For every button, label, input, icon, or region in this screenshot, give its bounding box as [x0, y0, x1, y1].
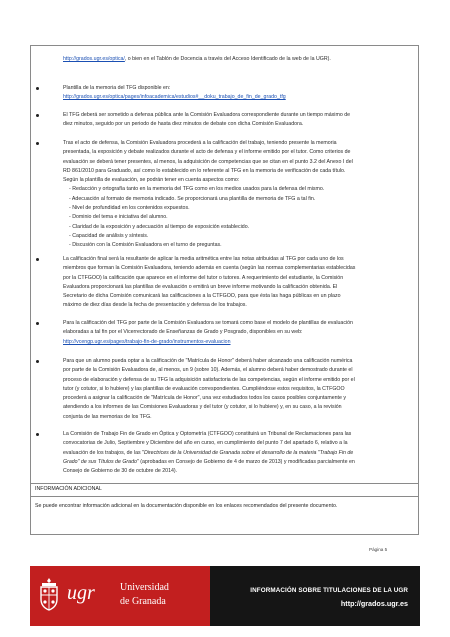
line-text: Consejo de Gobierno de 30 de octubre de 2014). — [63, 468, 178, 475]
line-text: , o bien en el Tablón de Docencia a través del Acceso Identificado de la web de la UGR). — [124, 56, 331, 62]
line-text: atendiendo a los informes de las Comisiones Evaluadoras y del tutor (y cotutor, si lo hubiere) y, en su caso, a la revisión — [63, 404, 342, 411]
additional-info-heading: INFORMACIÓN ADICIONAL — [35, 486, 102, 492]
text-line — [63, 328, 412, 337]
text-line — [63, 167, 412, 176]
line-text: El TFG deberá ser sometido a defensa pública ante la Comisión Evaluadora correspondiente durante un tiempo máximo de — [63, 112, 351, 118]
bullet-dot-icon — [36, 87, 39, 90]
bullet-text-block — [63, 111, 412, 130]
text-line — [63, 264, 412, 273]
text-line — [63, 394, 412, 403]
line-text: - Dominio del tema e iniciativa del alumno. — [69, 214, 168, 221]
university-brand-panel — [30, 566, 210, 626]
bullet-text-block — [63, 319, 412, 347]
text-line — [63, 366, 412, 375]
line-text: - Discusión con la Comisión Evaluadora en el turno de preguntas. — [69, 242, 222, 249]
text-line — [63, 319, 412, 328]
criteria-sub-line — [63, 223, 412, 232]
text-line — [63, 283, 412, 292]
line-text: - Capacidad de análisis y síntesis. — [69, 232, 149, 239]
line-text: RD 861/2010 para Graduado, así como lo establecido en lo referente al TFG en la memoria de verificación de cada título. — [63, 167, 346, 174]
text-line — [63, 458, 412, 467]
line-text: Secretario de dicha Comisión comunicará las calificaciones a la CTFGOO, para que ésta las haga públicas en un plazo — [63, 293, 341, 300]
line-text: máximo de diez días desde la fecha de presentación y defensa de los trabajos. — [63, 302, 247, 309]
line-italic-text: Grado" de sus Títulos de Grado — [63, 458, 137, 465]
text-line — [63, 148, 412, 157]
criteria-sub-line — [63, 195, 412, 204]
additional-info-text: Se puede encontrar información adicional en la documentación disponible en los enlaces recomendados del presente documento. — [35, 503, 338, 509]
line-text: evaluación se deberá tener presentes, al menos, la adquisición de competencias que se citan en el punto 3.2 del Anexo I del — [63, 158, 353, 165]
text-line — [63, 338, 412, 347]
line-text: - Claridad de la exposición y adecuación al tiempo de exposición establecido. — [69, 223, 250, 230]
text-line — [63, 120, 412, 129]
ugr-footer-banner — [0, 566, 450, 626]
ugr-logo-icon — [66, 577, 102, 611]
criteria-sub-line — [63, 241, 412, 250]
line-text: evaluación de los trabajos, de las " — [63, 449, 144, 456]
text-line — [63, 292, 412, 301]
bullet-dot-icon — [36, 258, 39, 261]
text-line — [63, 158, 412, 167]
text-line — [63, 439, 412, 448]
text-line — [63, 403, 412, 412]
degrees-info-panel — [210, 566, 420, 626]
line-text: La calificación final será la resultante de aplicar la media aritmética entre las notas atribuidas al TFG por cada uno de los — [63, 256, 344, 262]
text-line — [63, 376, 412, 385]
line-text: diez minutos, seguido por un periodo de hasta diez minutos de debate con dicha Comisión Evaluadora. — [63, 121, 304, 128]
evaluation-criteria-cell — [31, 46, 418, 483]
criteria-sub-line — [63, 232, 412, 241]
text-line — [63, 139, 412, 148]
text-line — [63, 467, 412, 476]
document-link[interactable]: http://vcengp.ugr.es/pages/trabajo-fin-de-grado/instrumentos-evaluacion — [63, 338, 231, 345]
row-divider — [31, 496, 418, 497]
text-line — [63, 449, 412, 458]
text-line — [63, 301, 412, 310]
criteria-table — [30, 45, 419, 535]
line-text: Para la calificación del TFG por parte de la Comisión Evaluadora se tomará como base el modelo de plantillas de evaluación — [63, 320, 353, 326]
text-line — [63, 413, 412, 422]
bullet-dot-icon — [36, 433, 39, 436]
line-text: tutor (y cotutor, si lo hubiere) y las plantillas de evaluación correspondientes. Cumpliéndose estos requisitos, la CTFGOO — [63, 385, 345, 392]
text-line — [63, 84, 412, 93]
bullet-dot-icon — [36, 114, 39, 117]
line-text: Tras el acto de defensa, la Comisión Evaluadora procederá a la calificación del trabajo, teniendo presente la memoria — [63, 140, 337, 146]
ugr-logo-text: ugr — [67, 582, 95, 604]
line-text: por parte de la Comisión Evaluadora de, al menos, un 9 (sobre 10). Además, el alumno deberá haber demostrado durante el — [63, 367, 353, 374]
bullet-text-block — [63, 430, 412, 476]
bullet-text-block — [63, 55, 412, 64]
line-text: presentada, la exposición y debate realizados durante el acto de defensa y el informe emitido por el tutor. Como criterios de — [63, 149, 351, 156]
line-text: - Redacción y ortografía tanto en la memoria del TFG como en los medios usados para la defensa del mismo. — [69, 186, 325, 193]
text-line — [63, 385, 412, 394]
document-link[interactable]: http://grados.ugr.es/optica/ — [63, 56, 125, 62]
line-text: La Comisión de Trabajo Fin de Grado en Óptica y Optometría (CTFGOO) constituirá un Tribunal de Reclamaciones para las — [63, 431, 352, 437]
text-line — [63, 255, 412, 264]
degrees-info-title: INFORMACIÓN SOBRE TITULACIONES DE LA UGR — [250, 587, 408, 594]
university-name-line1: Universidad — [120, 582, 169, 593]
line-text: - Nivel de profundidad en los contenidos expuestos. — [69, 205, 190, 212]
bullet-dot-icon — [36, 142, 39, 145]
bullet-dot-icon — [36, 322, 39, 325]
line-text: conjunta de las memorias de los TFG. — [63, 413, 152, 420]
line-text: procederá a asignar la calificación de "Matrícula de Honor", una vez estudiados todos los casos posibles conjuntamente y — [63, 395, 347, 402]
bullet-text-block — [63, 139, 412, 251]
line-text: - Adecuación al formato de memoria indicado. Se proporcionará una plantilla de memoria de TFG a tal fin. — [69, 195, 316, 202]
criteria-sub-line — [63, 185, 412, 194]
line-text: por la CTFGOO) la calificación que aparece en el informe del tutor o tutores. A requerimiento del estudiante, la Comisión — [63, 274, 344, 281]
page-number: Página 5 — [369, 547, 388, 552]
line-text: Plantilla de la memoria del TFG disponible en: — [63, 85, 171, 91]
degrees-url-link[interactable]: http://grados.ugr.es — [340, 599, 408, 608]
line-text: Según la plantilla de evaluación, se podrán tener en cuenta aspectos como: — [63, 177, 240, 184]
text-line — [63, 55, 412, 64]
bullet-dot-icon — [36, 360, 39, 363]
line-italic-text: Directrices de la Universidad de Granada sobre el desarrollo de la materia "Trabajo Fin de — [143, 449, 354, 456]
text-line — [63, 430, 412, 439]
text-line — [63, 111, 412, 120]
bullet-text-block — [63, 357, 412, 422]
criteria-sub-line — [63, 204, 412, 213]
university-crest-icon — [38, 577, 60, 611]
text-line — [63, 274, 412, 283]
line-text: proceso de elaboración y defensa de su TFG la adquisición satisfactoria de las competencias, según el informe emitido por el — [63, 376, 355, 383]
row-divider — [31, 483, 418, 484]
text-line — [63, 93, 412, 102]
line-text: convocatorias de Julio, Septiembre y Diciembre del año en curso, en cumplimiento del punto 7 del apartado 6, relativo a la — [63, 440, 348, 447]
bullet-text-block — [63, 84, 412, 103]
text-line — [63, 176, 412, 185]
text-line — [63, 357, 412, 366]
bullet-text-block — [63, 255, 412, 311]
university-name-line2: de Granada — [120, 596, 166, 607]
line-text: Evaluadora proporcionará las plantillas de evaluación o emitirá un breve informe motivando la calificación obtenida. El — [63, 283, 338, 290]
line-text: elaboradas a tal fin por el Vicerrectorado de Enseñanzas de Grado y Posgrado, disponibles en su web: — [63, 329, 303, 336]
line-text: Para que un alumno pueda optar a la calificación de "Matrícula de Honor" deberá haber alcanzado una calificación numérica — [63, 358, 353, 364]
line-text: miembros que forman la Comisión Evaluadora, teniendo además en cuenta (según las normas complementarias establecidas — [63, 265, 356, 272]
line-text: " (aprobadas en Consejo de Gobierno de 4 de marzo de 2013) y modificadas parcialmente en — [136, 458, 355, 465]
document-link[interactable]: http://grados.ugr.es/optica/pages/infoacademica/estudios#__doku_trabajo_de_fin_de_grado_tfg — [63, 94, 286, 101]
criteria-sub-line — [63, 213, 412, 222]
